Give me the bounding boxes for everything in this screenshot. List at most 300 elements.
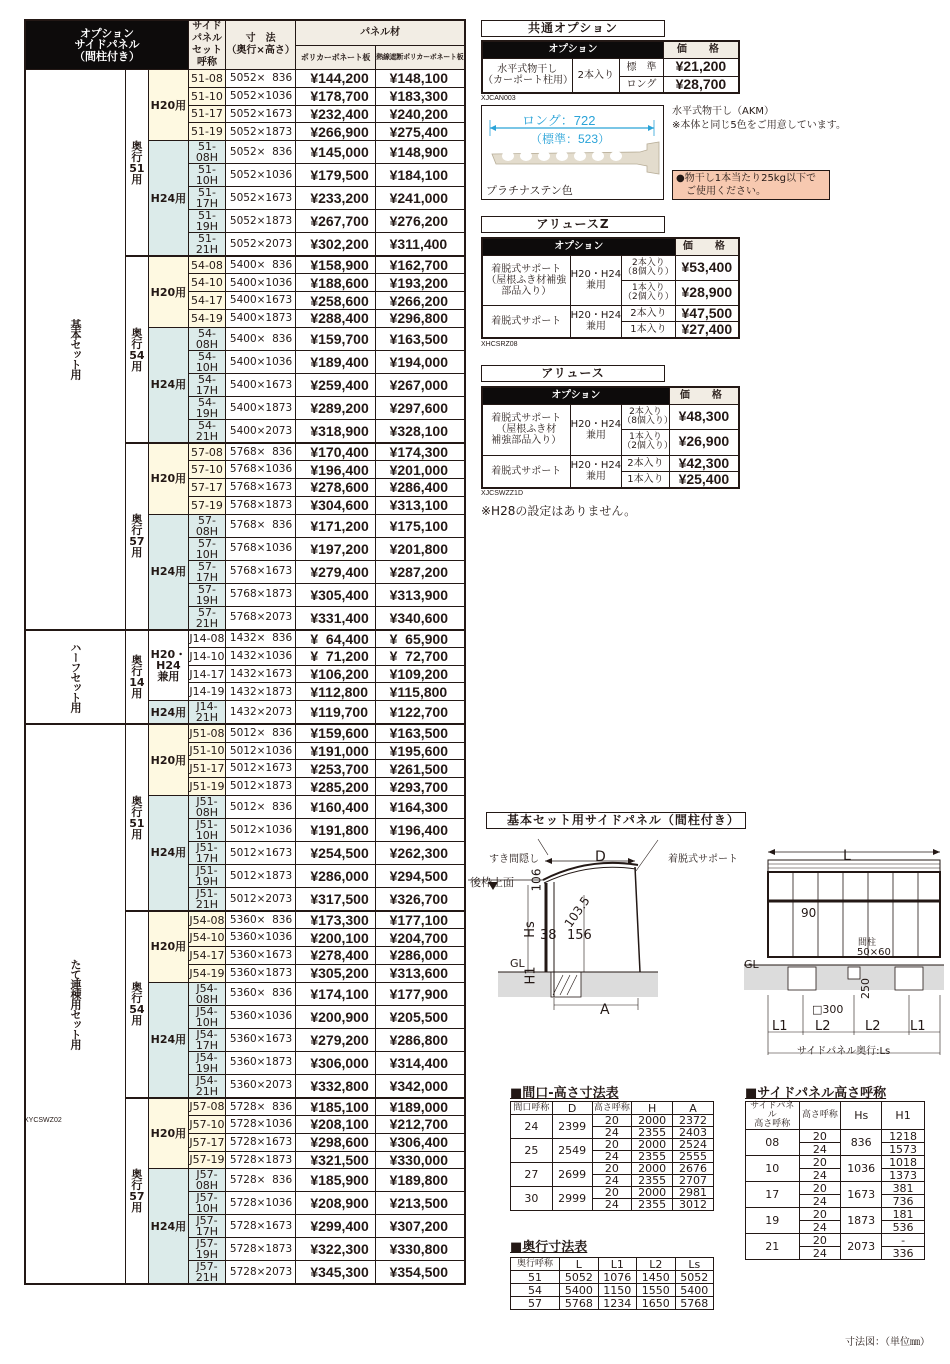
heat-polycarbonate-price: ¥115,800 bbox=[375, 683, 465, 701]
header-l1: L1 bbox=[598, 1258, 636, 1271]
dimension: 5052×1673 bbox=[225, 187, 295, 210]
heat-polycarbonate-price: ¥184,100 bbox=[375, 164, 465, 187]
dimension: 5728×1673 bbox=[225, 1215, 295, 1238]
set-code: J14-17 bbox=[189, 665, 226, 683]
qty-label: 2本入り bbox=[572, 58, 620, 93]
height-name: 20 bbox=[799, 1182, 841, 1195]
set-code: J51-17H bbox=[189, 841, 226, 864]
side-panel-height-name: 17 bbox=[746, 1182, 800, 1208]
qty-1: 1本入り bbox=[622, 471, 670, 488]
dimension: 5052× 836 bbox=[225, 141, 295, 164]
heat-polycarbonate-price: ¥241,000 bbox=[375, 187, 465, 210]
heat-polycarbonate-price: ¥212,700 bbox=[375, 1115, 465, 1133]
polycarbonate-price: ¥279,200 bbox=[296, 1028, 375, 1051]
frontage-name: 30 bbox=[511, 1187, 553, 1211]
dimension: 5360×1673 bbox=[225, 1028, 295, 1051]
set-code: 51-08 bbox=[189, 70, 226, 88]
polycarbonate-price: ¥302,200 bbox=[296, 233, 375, 257]
heat-polycarbonate-price: ¥183,300 bbox=[375, 87, 465, 105]
frontage-height-table bbox=[510, 1101, 714, 1211]
type-standard: 標 準 bbox=[620, 58, 664, 76]
option-header: オプション bbox=[482, 238, 675, 255]
heat-polycarbonate-price: ¥275,400 bbox=[375, 123, 465, 141]
polycarbonate-price: ¥178,700 bbox=[296, 87, 375, 105]
polycarbonate-price: ¥267,700 bbox=[296, 210, 375, 233]
table-row bbox=[746, 1234, 925, 1247]
heat-polycarbonate-price: ¥148,100 bbox=[375, 70, 465, 88]
table-row bbox=[25, 70, 465, 88]
dimension: 5768× 836 bbox=[225, 443, 295, 461]
heat-polycarbonate-price: ¥328,100 bbox=[375, 419, 465, 443]
price: ¥53,400 bbox=[675, 255, 739, 280]
side-panel-height-name: 08 bbox=[746, 1130, 800, 1156]
d-value: 2549 bbox=[552, 1139, 592, 1163]
set-type-label: たて連棟用セット用 bbox=[25, 724, 126, 1284]
compat-label: H20・H24 兼用 bbox=[570, 305, 622, 338]
dimension: 5768×1673 bbox=[225, 478, 295, 496]
aliuse-z-title: アリュースZ bbox=[481, 216, 665, 233]
height-name: 24 bbox=[592, 1199, 632, 1211]
d-value: 2999 bbox=[552, 1187, 592, 1211]
h1-value: 736 bbox=[882, 1195, 925, 1208]
height-name: 24 bbox=[592, 1127, 632, 1139]
header-depth: 奥行呼称 bbox=[511, 1258, 560, 1271]
depth-dimension-table bbox=[510, 1257, 714, 1310]
dimension: 5728×1036 bbox=[225, 1192, 295, 1215]
polycarbonate-price: ¥173,300 bbox=[296, 911, 375, 929]
frontage-table-body bbox=[511, 1115, 714, 1211]
set-code: J57-10H bbox=[189, 1192, 226, 1215]
heat-polycarbonate-price: ¥194,000 bbox=[375, 350, 465, 373]
polycarbonate-price: ¥258,600 bbox=[296, 292, 375, 310]
h1-value: 1373 bbox=[882, 1169, 925, 1182]
side-panel-height-name: 21 bbox=[746, 1234, 800, 1260]
polycarbonate-price: ¥197,200 bbox=[296, 537, 375, 560]
color-label: プラチナステン色 bbox=[486, 184, 573, 197]
set-code: 57-19H bbox=[189, 583, 226, 606]
table-row bbox=[511, 1187, 714, 1199]
dimension: 5360×1873 bbox=[225, 1051, 295, 1074]
hs-value: 836 bbox=[841, 1130, 882, 1156]
heat-polycarbonate-price: ¥122,700 bbox=[375, 701, 465, 725]
height-name: 20 bbox=[799, 1208, 841, 1221]
heat-polycarbonate-price: ¥314,400 bbox=[375, 1051, 465, 1074]
compat-label: H20・H24 兼用 bbox=[570, 455, 622, 488]
polycarbonate-price: ¥ 71,200 bbox=[296, 647, 375, 665]
main-table-code: XYCSWZ02 bbox=[24, 1117, 62, 1124]
heat-polycarbonate-price: ¥286,800 bbox=[375, 1028, 465, 1051]
common-option-code: XJCAN003 bbox=[481, 95, 516, 102]
h1-value: 1018 bbox=[882, 1156, 925, 1169]
h-value: 2355 bbox=[632, 1127, 673, 1139]
height-type-label: H24用 bbox=[148, 141, 188, 257]
set-code: J54-19 bbox=[189, 964, 226, 982]
dimension: 5400×2073 bbox=[225, 419, 295, 443]
heat-polycarbonate-price: ¥266,200 bbox=[375, 292, 465, 310]
height-type-label: H20用 bbox=[148, 443, 188, 514]
price: ¥27,400 bbox=[675, 321, 739, 338]
set-code: J51-17 bbox=[189, 760, 226, 778]
height-name: 20 bbox=[799, 1234, 841, 1247]
set-code: J51-19H bbox=[189, 864, 226, 887]
height-name: 24 bbox=[799, 1169, 841, 1182]
heat-polycarbonate-price: ¥342,000 bbox=[375, 1074, 465, 1098]
heat-polycarbonate-price: ¥201,000 bbox=[375, 461, 465, 479]
dimension: 5400×1873 bbox=[225, 396, 295, 419]
set-code: 54-21H bbox=[189, 419, 226, 443]
a-value: 2676 bbox=[673, 1163, 714, 1175]
depth-cell: 1450 bbox=[637, 1271, 675, 1284]
heat-polycarbonate-price: ¥196,400 bbox=[375, 818, 465, 841]
polycarbonate-price: ¥278,400 bbox=[296, 947, 375, 965]
polycarbonate-price: ¥232,400 bbox=[296, 105, 375, 123]
rear-frame-top-label: 後枠上面 bbox=[470, 876, 514, 889]
heat-polycarbonate-price: ¥175,100 bbox=[375, 514, 465, 537]
polycarbonate-price: ¥189,400 bbox=[296, 350, 375, 373]
dimension: 5012×1873 bbox=[225, 778, 295, 796]
header-height-name: 高さ呼称 bbox=[593, 1102, 630, 1113]
dimension: 1432×1873 bbox=[225, 683, 295, 701]
l1-left-label: L1 bbox=[772, 1019, 788, 1034]
polycarbonate-price: ¥191,000 bbox=[296, 742, 375, 760]
price-standard: ¥21,200 bbox=[663, 58, 739, 76]
height-name: 20 bbox=[799, 1156, 841, 1169]
height-name: 20 bbox=[592, 1187, 632, 1199]
set-code: J14-08 bbox=[189, 630, 226, 648]
dimension: 5360×1036 bbox=[225, 929, 295, 947]
set-code: J51-10H bbox=[189, 818, 226, 841]
polycarbonate-price: ¥174,100 bbox=[296, 982, 375, 1005]
dimension: 5360× 836 bbox=[225, 982, 295, 1005]
height-type-label: H20用 bbox=[148, 70, 188, 141]
price-header: 価 格 bbox=[675, 238, 739, 255]
height-name: 24 bbox=[799, 1195, 841, 1208]
h-value: 2000 bbox=[632, 1115, 673, 1127]
d-value: 2399 bbox=[552, 1115, 592, 1139]
heat-polycarbonate-price: ¥174,300 bbox=[375, 443, 465, 461]
polycarbonate-price: ¥160,400 bbox=[296, 795, 375, 818]
set-code: J54-17H bbox=[189, 1028, 226, 1051]
set-code: J51-10 bbox=[189, 742, 226, 760]
depth-cell: 1650 bbox=[637, 1297, 675, 1310]
polycarbonate-price: ¥200,900 bbox=[296, 1005, 375, 1028]
side-panel-height-table bbox=[745, 1101, 925, 1260]
polycarbonate-price: ¥345,300 bbox=[296, 1261, 375, 1285]
dimension-hs-label: Hs bbox=[522, 921, 538, 938]
polycarbonate-price: ¥106,200 bbox=[296, 665, 375, 683]
set-code: J57-10 bbox=[189, 1115, 226, 1133]
dimension: 1432×2073 bbox=[225, 701, 295, 725]
set-code: 51-19 bbox=[189, 123, 226, 141]
h28-note: ※H28の設定はありません。 bbox=[481, 504, 637, 518]
set-code: 54-08H bbox=[189, 327, 226, 350]
dimension: 5728×1673 bbox=[225, 1133, 295, 1151]
set-code: 57-10 bbox=[189, 461, 226, 479]
heat-polycarbonate-price: ¥313,100 bbox=[375, 496, 465, 514]
heat-polycarbonate-price: ¥163,500 bbox=[375, 327, 465, 350]
price: ¥48,300 bbox=[669, 404, 739, 429]
heat-polycarbonate-price: ¥354,500 bbox=[375, 1261, 465, 1285]
table-row bbox=[25, 724, 465, 742]
table-row bbox=[25, 630, 465, 648]
header-a: A bbox=[673, 1102, 714, 1115]
set-code: 51-10H bbox=[189, 164, 226, 187]
set-code: 57-08 bbox=[189, 443, 226, 461]
polycarbonate-price: ¥233,200 bbox=[296, 187, 375, 210]
h1-value: 336 bbox=[882, 1247, 925, 1260]
set-code: 51-17 bbox=[189, 105, 226, 123]
heat-polycarbonate-price: ¥261,500 bbox=[375, 760, 465, 778]
h1-value: 181 bbox=[882, 1208, 925, 1221]
a-value: 2707 bbox=[673, 1175, 714, 1187]
polycarbonate-price: ¥145,000 bbox=[296, 141, 375, 164]
header-ls: Ls bbox=[675, 1258, 714, 1271]
dimension: 5052×1673 bbox=[225, 105, 295, 123]
heat-polycarbonate-price: ¥326,700 bbox=[375, 887, 465, 911]
dimension: 5400×1673 bbox=[225, 292, 295, 310]
dimension: 5360×1036 bbox=[225, 1005, 295, 1028]
l1-right-label: L1 bbox=[910, 1019, 926, 1034]
post-size-label: 50×60 bbox=[857, 947, 891, 958]
a-value: 2372 bbox=[673, 1115, 714, 1127]
dimension: 5400×1036 bbox=[225, 274, 295, 292]
panel-material-header: パネル材 bbox=[296, 20, 465, 46]
polycarbonate-price: ¥299,400 bbox=[296, 1215, 375, 1238]
height-type-label: H20用 bbox=[148, 724, 188, 795]
height-table-body bbox=[746, 1130, 925, 1260]
dimension: 5012×1036 bbox=[225, 742, 295, 760]
dimension-106-label: 106 bbox=[529, 868, 544, 892]
dimension: 5400×1873 bbox=[225, 310, 295, 328]
heat-polycarbonate-price: ¥287,200 bbox=[375, 560, 465, 583]
hs-value: 1873 bbox=[841, 1208, 882, 1234]
polycarbonate-price: ¥159,600 bbox=[296, 724, 375, 742]
height-type-label: H24用 bbox=[148, 327, 188, 443]
polycarbonate-price: ¥191,800 bbox=[296, 818, 375, 841]
set-code: 54-17H bbox=[189, 373, 226, 396]
heat-polycarbonate-price: ¥205,500 bbox=[375, 1005, 465, 1028]
table-row bbox=[746, 1208, 925, 1221]
diagram-title: 基本セット用サイドパネル（間柱付き） bbox=[486, 812, 746, 829]
set-code: J51-19 bbox=[189, 778, 226, 796]
heat-polycarbonate-price: ¥201,800 bbox=[375, 537, 465, 560]
set-code: 51-17H bbox=[189, 187, 226, 210]
heat-polycarbonate-price: ¥286,000 bbox=[375, 947, 465, 965]
set-code: 57-10H bbox=[189, 537, 226, 560]
height-type-label: H24用 bbox=[148, 1169, 188, 1285]
height-name: 24 bbox=[799, 1247, 841, 1260]
option-header: オプション サイドパネル （間柱付き） bbox=[25, 20, 189, 70]
polycarbonate-price: ¥305,200 bbox=[296, 964, 375, 982]
set-code: 51-19H bbox=[189, 210, 226, 233]
dimension: 5012×1673 bbox=[225, 841, 295, 864]
qty-1: 1本入り bbox=[622, 321, 675, 338]
dimension: 5012× 836 bbox=[225, 795, 295, 818]
set-code: 54-08 bbox=[189, 256, 226, 274]
depth-cell: 5768 bbox=[560, 1297, 598, 1310]
h-value: 2355 bbox=[632, 1199, 673, 1211]
depth-cell: 57 bbox=[511, 1297, 560, 1310]
polycarbonate-price: ¥185,100 bbox=[296, 1098, 375, 1116]
set-code: 54-10 bbox=[189, 274, 226, 292]
depth-label: 奥行 14用 bbox=[126, 630, 149, 725]
polycarbonate-price: ¥254,500 bbox=[296, 841, 375, 864]
dimension: 1432×1036 bbox=[225, 647, 295, 665]
dimension: 5728×1873 bbox=[225, 1238, 295, 1261]
set-code: J51-21H bbox=[189, 887, 226, 911]
aliuse-z-option-table bbox=[481, 237, 740, 339]
height-name: 24 bbox=[592, 1175, 632, 1187]
h1-value: - bbox=[882, 1234, 925, 1247]
polycarbonate-price: ¥298,600 bbox=[296, 1133, 375, 1151]
depth-cell: 1150 bbox=[598, 1284, 636, 1297]
height-table-title: ■サイドパネル高さ呼称 bbox=[745, 1086, 887, 1101]
dimension: 5768×1873 bbox=[225, 583, 295, 606]
set-code: J54-10 bbox=[189, 929, 226, 947]
heat-polycarbonate-price: ¥193,200 bbox=[375, 274, 465, 292]
set-code: J57-17 bbox=[189, 1133, 226, 1151]
set-code: 57-19 bbox=[189, 496, 226, 514]
polycarbonate-price: ¥306,000 bbox=[296, 1051, 375, 1074]
set-code: 54-19 bbox=[189, 310, 226, 328]
aliuse-z-code: XHCSRZ08 bbox=[481, 341, 518, 348]
a-value: 3012 bbox=[673, 1199, 714, 1211]
polycarbonate-price: ¥286,000 bbox=[296, 864, 375, 887]
set-code: J57-08H bbox=[189, 1169, 226, 1192]
dimension: 5768×1036 bbox=[225, 461, 295, 479]
heat-polycarbonate-price: ¥262,300 bbox=[375, 841, 465, 864]
set-code: 57-17H bbox=[189, 560, 226, 583]
depth-cell: 5400 bbox=[560, 1284, 598, 1297]
header-frontage: 間口呼称 bbox=[511, 1102, 553, 1115]
set-code: 57-08H bbox=[189, 514, 226, 537]
gl-label-right: GL bbox=[744, 958, 759, 971]
dimension: 5052× 836 bbox=[225, 70, 295, 88]
dimension: 5400×1036 bbox=[225, 350, 295, 373]
side-panel-height-name: 19 bbox=[746, 1208, 800, 1234]
dimension: 5728×1873 bbox=[225, 1151, 295, 1169]
dimension: 5012×1673 bbox=[225, 760, 295, 778]
depth-label: 奥行 54用 bbox=[126, 256, 149, 443]
polycarbonate-price: ¥285,200 bbox=[296, 778, 375, 796]
heat-polycarbonate-price: ¥330,800 bbox=[375, 1238, 465, 1261]
heat-polycarbonate-price: ¥313,600 bbox=[375, 964, 465, 982]
height-type-label: H20用 bbox=[148, 1098, 188, 1169]
h1-value: 381 bbox=[882, 1182, 925, 1195]
dimension-d-label: D bbox=[595, 849, 606, 865]
polycarbonate-price: ¥332,800 bbox=[296, 1074, 375, 1098]
dimension: 5768× 836 bbox=[225, 514, 295, 537]
polycarbonate-price: ¥208,100 bbox=[296, 1115, 375, 1133]
header-l2: L2 bbox=[637, 1258, 675, 1271]
price: ¥42,300 bbox=[669, 455, 739, 471]
set-code: J57-19 bbox=[189, 1151, 226, 1169]
set-code: 54-10H bbox=[189, 350, 226, 373]
side-panel-height-name: 10 bbox=[746, 1156, 800, 1182]
depth-label: 奥行 54用 bbox=[126, 911, 149, 1098]
heat-polycarbonate-price: ¥297,600 bbox=[375, 396, 465, 419]
depth-cell: 5768 bbox=[675, 1297, 714, 1310]
frontage-name: 25 bbox=[511, 1139, 553, 1163]
heat-polycarbonate-price: ¥195,600 bbox=[375, 742, 465, 760]
depth-cell: 54 bbox=[511, 1284, 560, 1297]
a-value: 2524 bbox=[673, 1139, 714, 1151]
drying-rod-label: 水平式物干し （カーポート柱用） bbox=[482, 58, 572, 93]
height-type-label: H24用 bbox=[148, 514, 188, 630]
set-code: 57-17 bbox=[189, 478, 226, 496]
heat-polycarbonate-price: ¥267,000 bbox=[375, 373, 465, 396]
dimension: 5768×2073 bbox=[225, 606, 295, 630]
polycarbonate-price: ¥279,400 bbox=[296, 560, 375, 583]
polycarbonate-price: ¥253,700 bbox=[296, 760, 375, 778]
height-name: 20 bbox=[592, 1139, 632, 1151]
heat-polycarbonate-price: ¥276,200 bbox=[375, 210, 465, 233]
dimension: 5728× 836 bbox=[225, 1169, 295, 1192]
polycarbonate-price: ¥305,400 bbox=[296, 583, 375, 606]
dimension: 5012×2073 bbox=[225, 887, 295, 911]
heat-polycarbonate-price: ¥286,400 bbox=[375, 478, 465, 496]
l2-right-label: L2 bbox=[865, 1019, 881, 1034]
header-h: H bbox=[632, 1102, 673, 1115]
header-hs: Hs bbox=[841, 1102, 882, 1130]
support-with-reinforcement-label: 着脱式サポート （屋根ふき材 補強部品入り） bbox=[482, 404, 570, 455]
support-label: 着脱式サポート bbox=[482, 305, 570, 338]
side-panel-depth-label: サイドパネル奥行:Ls bbox=[797, 1046, 891, 1057]
gl-label-left: GL bbox=[510, 957, 525, 970]
dimension-38-label: 38 bbox=[540, 928, 557, 943]
polycarbonate-price: ¥159,700 bbox=[296, 327, 375, 350]
depth-table-body bbox=[511, 1271, 714, 1310]
h-value: 2355 bbox=[632, 1151, 673, 1163]
dimension: 5768×1673 bbox=[225, 560, 295, 583]
heat-polycarbonate-price: ¥148,900 bbox=[375, 141, 465, 164]
dimension: 5728×1036 bbox=[225, 1115, 295, 1133]
frontage-table-title: ■間口-高さ寸法表 bbox=[510, 1086, 619, 1101]
a-value: 2403 bbox=[673, 1127, 714, 1139]
polycarbonate-price: ¥171,200 bbox=[296, 514, 375, 537]
hs-value: 1673 bbox=[841, 1182, 882, 1208]
heat-polycarbonate-price: ¥163,500 bbox=[375, 724, 465, 742]
set-code: J57-08 bbox=[189, 1098, 226, 1116]
polycarbonate-price: ¥185,900 bbox=[296, 1169, 375, 1192]
qty-1: 1本入り （2個入り） bbox=[622, 280, 675, 305]
heat-polycarbonate-price: ¥162,700 bbox=[375, 256, 465, 274]
depth-label: 奥行 51用 bbox=[126, 70, 149, 257]
dimension: 5052×1036 bbox=[225, 164, 295, 187]
type-long: ロング bbox=[620, 76, 664, 93]
h-value: 2000 bbox=[632, 1187, 673, 1199]
table-row bbox=[511, 1115, 714, 1127]
polycarbonate-price: ¥119,700 bbox=[296, 701, 375, 725]
heat-polycarbonate-price: ¥330,000 bbox=[375, 1151, 465, 1169]
polycarbonate-price: ¥304,600 bbox=[296, 496, 375, 514]
dimension: 5052×1873 bbox=[225, 123, 295, 141]
polycarbonate-price: ¥288,400 bbox=[296, 310, 375, 328]
dimension: 1432× 836 bbox=[225, 630, 295, 648]
dimension: 5728× 836 bbox=[225, 1098, 295, 1116]
compat-label: H20・H24 兼用 bbox=[570, 404, 622, 455]
depth-table-title: ■奥行寸法表 bbox=[510, 1240, 588, 1255]
height-name: 20 bbox=[799, 1130, 841, 1143]
table-row bbox=[511, 1297, 714, 1310]
polycarbonate-price: ¥208,900 bbox=[296, 1192, 375, 1215]
h-value: 2355 bbox=[632, 1175, 673, 1187]
unit-note: 寸法図：（単位㎜） bbox=[845, 1337, 930, 1348]
polycarbonate-price: ¥278,600 bbox=[296, 478, 375, 496]
price: ¥28,900 bbox=[675, 280, 739, 305]
hs-value: 1036 bbox=[841, 1156, 882, 1182]
polycarbonate-price: ¥112,800 bbox=[296, 683, 375, 701]
